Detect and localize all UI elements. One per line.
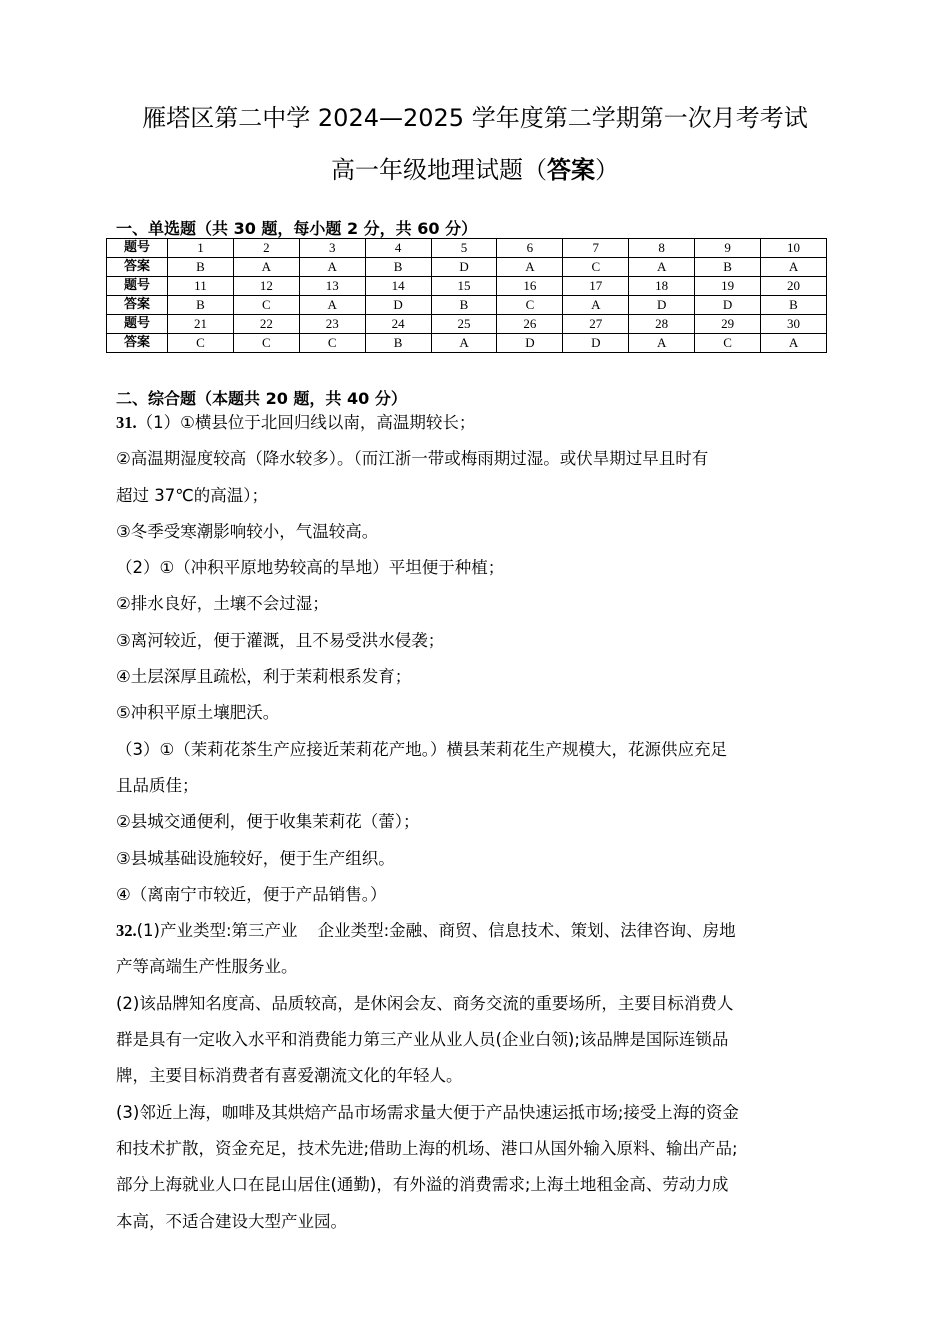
table-row xyxy=(107,315,827,334)
text-line: (2)该品牌知名度高、品质较高，是休闲会友、商务交流的重要场所，主要目标消费人 xyxy=(116,993,734,1013)
answer-table xyxy=(106,238,827,353)
answer-cell: C xyxy=(168,334,234,353)
row-label: 答案 xyxy=(107,334,168,353)
row-label: 题号 xyxy=(107,277,168,296)
question-number: 32. xyxy=(116,921,137,941)
question-number: 26 xyxy=(497,315,563,334)
text-line: ⑤冲积平原土壤肥沃。 xyxy=(116,703,280,723)
answer-cell: C xyxy=(233,334,299,353)
answer-cell: A xyxy=(497,258,563,277)
answer-cell: D xyxy=(365,296,431,315)
section-1-heading: 一、单选题（共 30 题，每小题 2 分，共 60 分） xyxy=(116,219,478,238)
line-text: 企业类型:金融、商贸、信息技术、策划、法律咨询、房地 xyxy=(317,921,736,941)
text-line: 本高，不适合建设大型产业园。 xyxy=(116,1211,347,1231)
text-line: 超过 37℃的高温）； xyxy=(116,485,269,505)
question-number: 1 xyxy=(168,239,234,258)
text-line: 且品质佳； xyxy=(116,775,199,795)
answer-cell: C xyxy=(233,296,299,315)
text-line: （3）①（茉莉花茶生产应接近茉莉花产地。）横县茉莉花生产规模大，花源供应充足 xyxy=(116,739,728,759)
answer-cell: B xyxy=(761,296,827,315)
text-line xyxy=(116,410,836,446)
text-line: 牌，主要目标消费者有喜爱潮流文化的年轻人。 xyxy=(116,1066,463,1086)
page-title: 雁塔区第二中学 2024—2025 学年度第二学期第一次月考考试 xyxy=(142,104,808,132)
question-number: 23 xyxy=(299,315,365,334)
text-line: ③冬季受寒潮影响较小，气温较高。 xyxy=(116,521,379,541)
question-number: 20 xyxy=(761,277,827,296)
question-number: 9 xyxy=(695,239,761,258)
text-line: ④土层深厚且疏松，利于茉莉根系发育； xyxy=(116,667,412,687)
question-number: 31. xyxy=(116,413,137,432)
text-line: 和技术扩散，资金充足，技术先进;借助上海的机场、港口从国外输入原料、输出产品; xyxy=(116,1138,738,1158)
row-label: 题号 xyxy=(107,315,168,334)
question-number: 24 xyxy=(365,315,431,334)
text-line: ②高温期湿度较高（降水较多）。（而江浙一带或梅雨期过湿。或伏旱期过早且时有 xyxy=(116,449,709,469)
line-text: （1）①横县位于北回归线以南，高温期较长； xyxy=(136,413,476,432)
answer-cell: C xyxy=(695,334,761,353)
question-number: 19 xyxy=(695,277,761,296)
line-text: (1)产业类型:第三产业 xyxy=(136,921,298,941)
question-number: 6 xyxy=(497,239,563,258)
question-number: 25 xyxy=(431,315,497,334)
page-subtitle xyxy=(0,150,950,185)
row-label: 答案 xyxy=(107,258,168,277)
answer-cell: C xyxy=(563,258,629,277)
row-label: 答案 xyxy=(107,296,168,315)
question-number: 13 xyxy=(299,277,365,296)
row-label: 题号 xyxy=(107,239,168,258)
question-number: 12 xyxy=(233,277,299,296)
question-number: 29 xyxy=(695,315,761,334)
text-line: ④（离南宁市较近，便于产品销售。） xyxy=(116,884,387,904)
section-2-heading: 二、综合题（本题共 20 题，共 40 分） xyxy=(116,389,407,408)
question-number: 22 xyxy=(233,315,299,334)
answer-cell: D xyxy=(497,334,563,353)
answer-cell: B xyxy=(695,258,761,277)
answer-cell: D xyxy=(563,334,629,353)
text-line xyxy=(116,918,836,954)
answer-cell: D xyxy=(431,258,497,277)
text-line: 群是具有一定收入水平和消费能力第三产业从业人员(企业白领);该品牌是国际连锁品 xyxy=(116,1030,729,1050)
question-number: 27 xyxy=(563,315,629,334)
question-number: 8 xyxy=(629,239,695,258)
text-line: ③离河较近，便于灌溉，且不易受洪水侵袭； xyxy=(116,630,445,650)
question-number: 16 xyxy=(497,277,563,296)
answer-cell: D xyxy=(695,296,761,315)
text-line: (3)邻近上海，咖啡及其烘焙产品市场需求量大便于产品快速运抵市场;接受上海的资金 xyxy=(116,1102,739,1122)
question-number: 2 xyxy=(233,239,299,258)
answer-cell: A xyxy=(761,334,827,353)
question-number: 30 xyxy=(761,315,827,334)
question-number: 10 xyxy=(761,239,827,258)
question-number: 4 xyxy=(365,239,431,258)
question-number: 17 xyxy=(563,277,629,296)
text-line: （2）①（冲积平原地势较高的旱地）平坦便于种植； xyxy=(116,558,505,578)
question-number: 14 xyxy=(365,277,431,296)
answer-cell: D xyxy=(629,296,695,315)
question-number: 21 xyxy=(168,315,234,334)
answer-cell: B xyxy=(168,296,234,315)
answer-cell: A xyxy=(431,334,497,353)
table-row xyxy=(107,277,827,296)
question-number: 18 xyxy=(629,277,695,296)
table-row xyxy=(107,296,827,315)
question-number: 5 xyxy=(431,239,497,258)
text-line: 部分上海就业人口在昆山居住(通勤)，有外溢的消费需求;上海土地租金高、劳动力成 xyxy=(116,1175,729,1195)
question-number: 3 xyxy=(299,239,365,258)
text-line: ②县城交通便利，便于收集茉莉花（蕾）； xyxy=(116,812,420,832)
question-number: 7 xyxy=(563,239,629,258)
answer-cell: A xyxy=(629,334,695,353)
answer-cell: B xyxy=(365,334,431,353)
text-line: 产等高端生产性服务业。 xyxy=(116,957,298,977)
answer-cell: A xyxy=(761,258,827,277)
table-row xyxy=(107,239,827,258)
table-row xyxy=(107,258,827,277)
answer-cell: B xyxy=(168,258,234,277)
text-line: ②排水良好，土壤不会过湿； xyxy=(116,594,329,614)
subtitle-suffix: ） xyxy=(595,156,619,184)
answer-cell: B xyxy=(365,258,431,277)
answer-cell: A xyxy=(299,258,365,277)
answer-cell: C xyxy=(497,296,563,315)
answer-cell: C xyxy=(299,334,365,353)
question-number: 11 xyxy=(168,277,234,296)
answer-cell: A xyxy=(563,296,629,315)
subtitle-prefix: 高一年级地理试题（ xyxy=(331,156,547,184)
answer-cell: A xyxy=(299,296,365,315)
answer-cell: A xyxy=(233,258,299,277)
answer-text xyxy=(116,410,836,1245)
table-row xyxy=(107,334,827,353)
subtitle-answer-keyword: 答案 xyxy=(547,156,595,184)
answer-cell: A xyxy=(629,258,695,277)
question-number: 15 xyxy=(431,277,497,296)
answer-cell: B xyxy=(431,296,497,315)
question-number: 28 xyxy=(629,315,695,334)
text-line: ③县城基础设施较好，便于生产组织。 xyxy=(116,848,395,868)
